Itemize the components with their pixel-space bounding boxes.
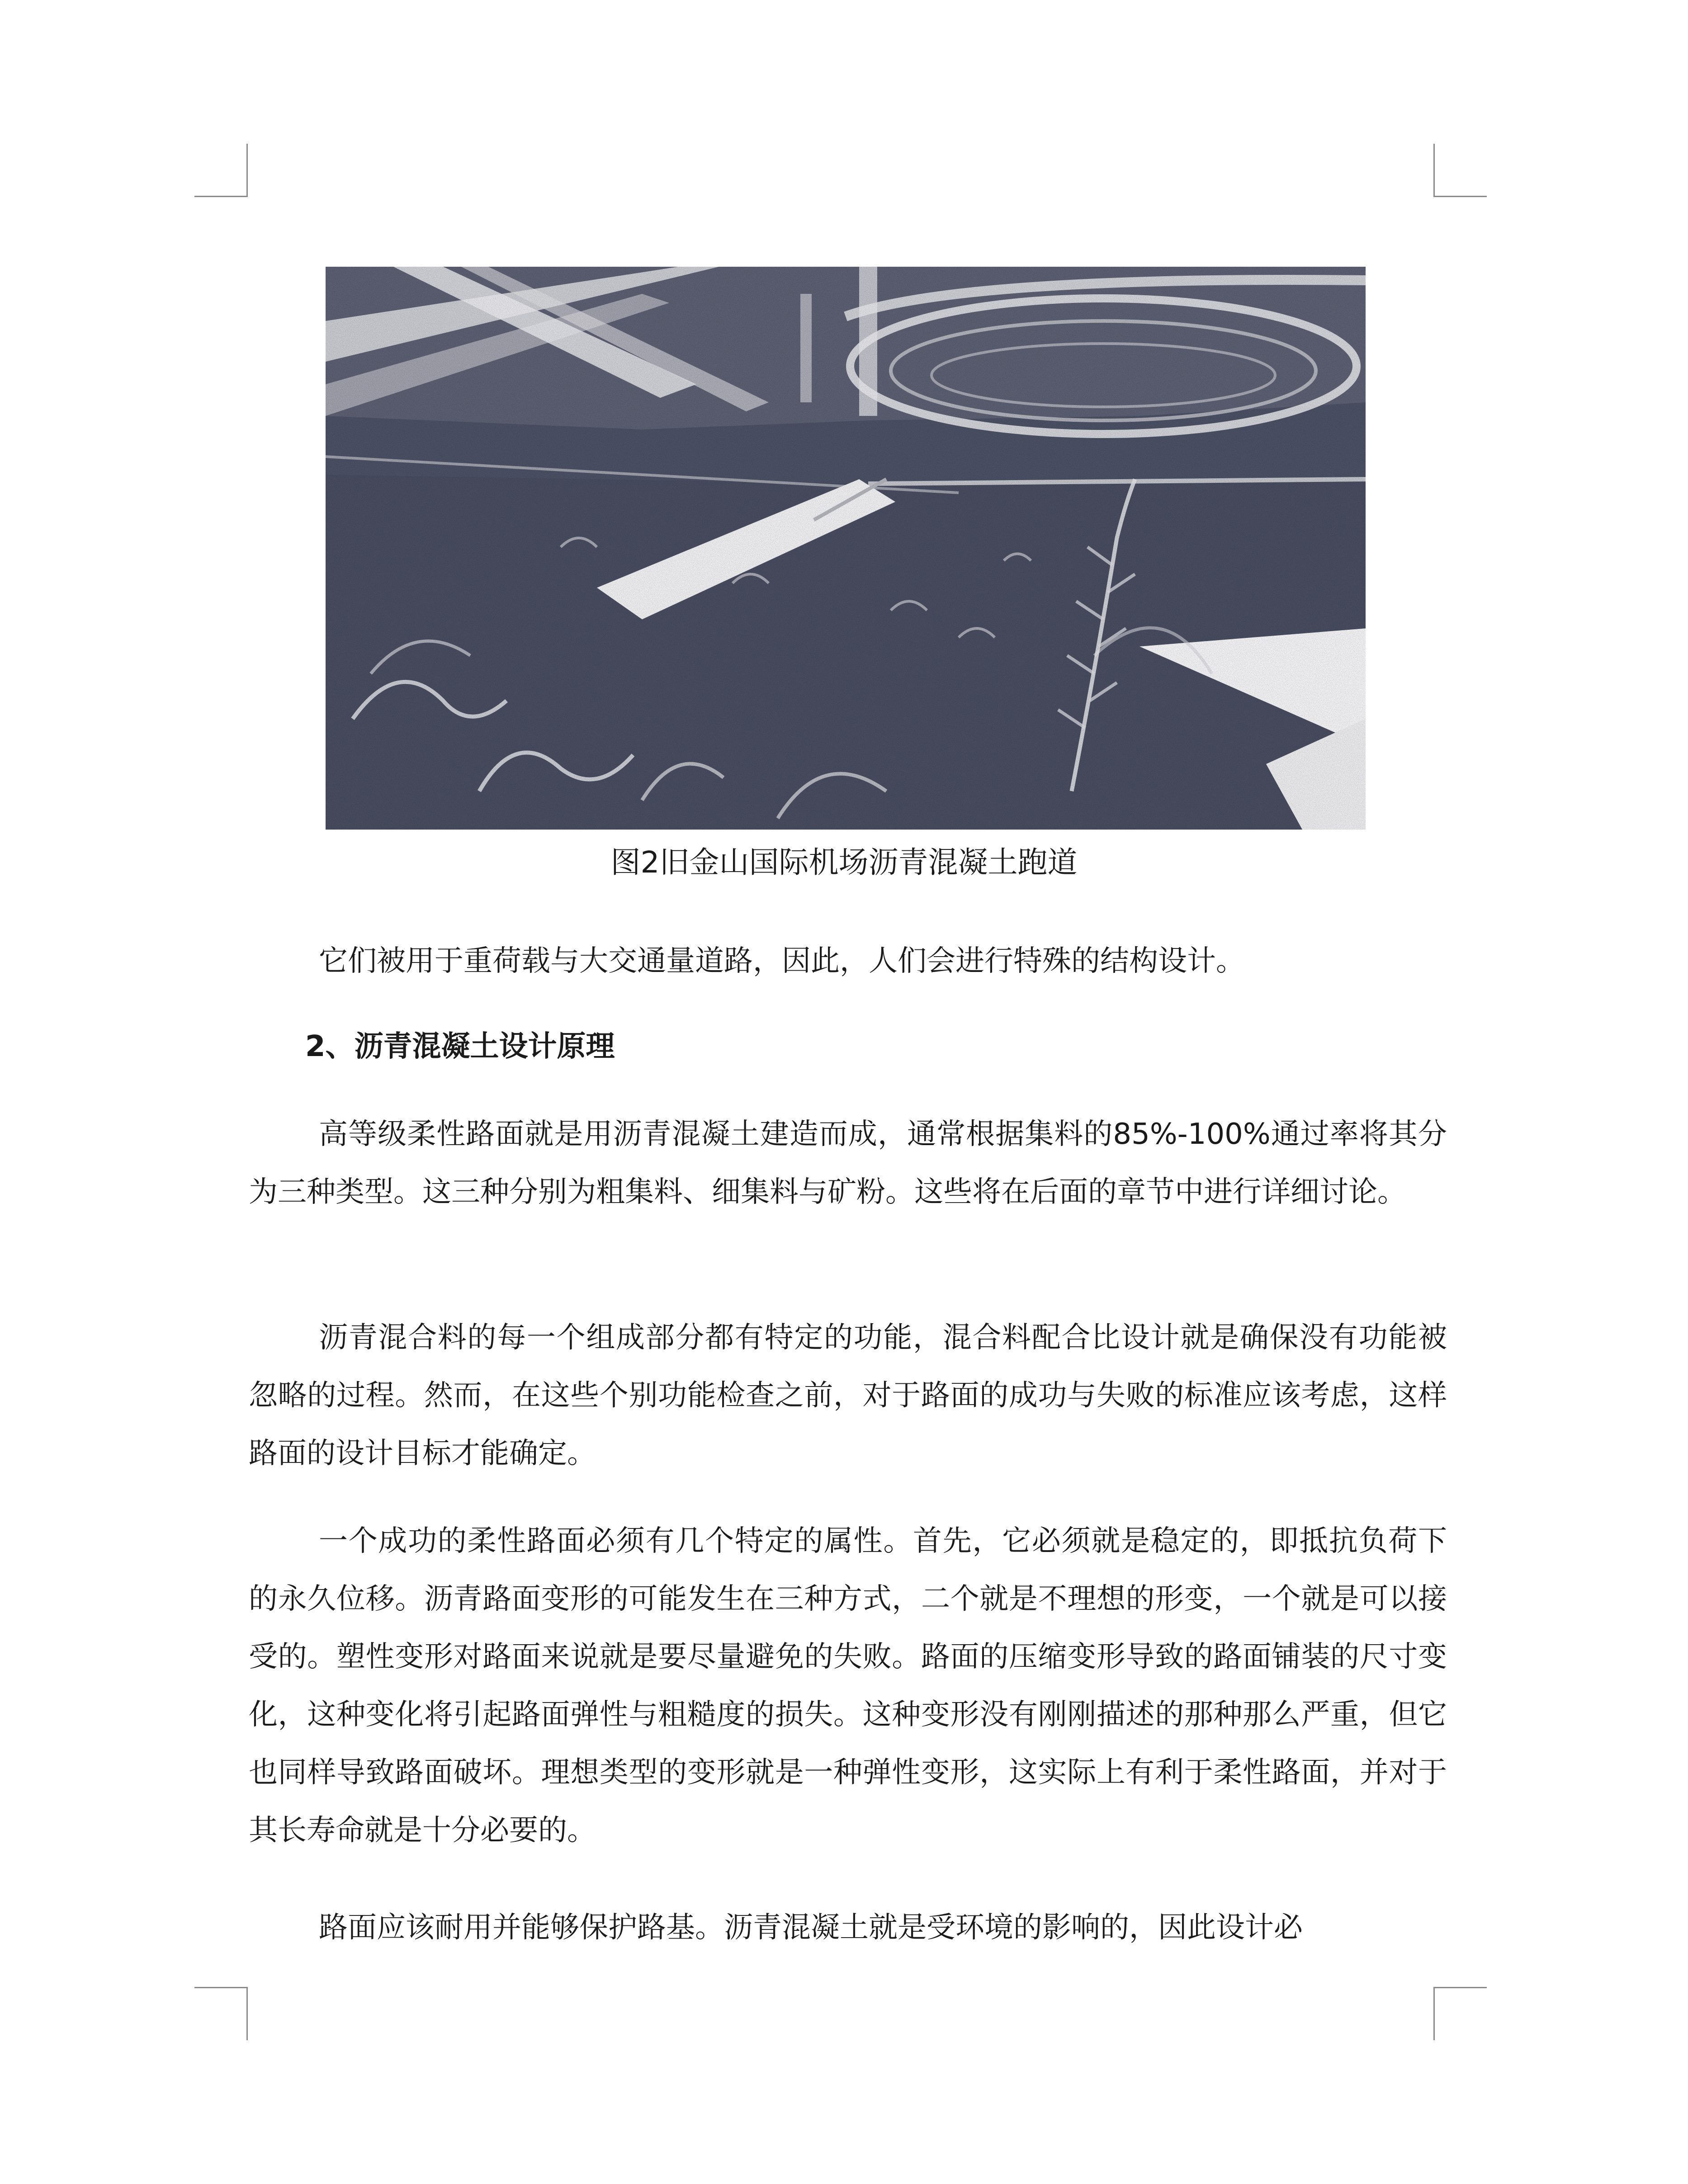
- paragraph-5: 路面应该耐用并能够保护路基。沥青混凝土就是受环境的影响的，因此设计必: [319, 1911, 1303, 1944]
- crop-mark-bottom-right-horizontal: [1433, 1987, 1487, 1988]
- crop-mark-bottom-left-horizontal: [194, 1987, 248, 1988]
- section-heading: 2、沥青混凝土设计原理: [305, 1030, 615, 1063]
- crop-mark-bottom-right-vertical: [1433, 1987, 1435, 2040]
- runway-photo-graphic: [326, 267, 1366, 830]
- crop-mark-top-right-vertical: [1433, 144, 1435, 197]
- crop-mark-top-right-horizontal: [1433, 196, 1487, 197]
- paragraph-4: 一个成功的柔性路面必须有几个特定的属性。首先，它必须就是稳定的，即抵抗负荷下的永久位移。沥青路面变形的可能发生在三种方式，二个就是不理想的形变，一个就是可以接受的。塑性变形对路面来说就是要尽量避免的失败。路面的压缩变形导致的路面铺装的尺寸变化，这种变化将引起路面弹性与粗糙度的损失。这种变形没有刚刚描述的那种那么严重，但它也同样导致路面破坏。理想类型的变形就是一种弹性变形，这实际上有利于柔性路面，并对于其长寿命就是十分必要的。: [249, 1524, 1447, 1847]
- crop-mark-bottom-left-vertical: [246, 1987, 248, 2040]
- paragraph-1: 它们被用于重荷载与大交通量道路，因此，人们会进行特殊的结构设计。: [319, 944, 1245, 978]
- crop-mark-top-left-vertical: [246, 144, 248, 197]
- paragraph-2: 高等级柔性路面就是用沥青混凝土建造而成，通常根据集料的85%-100%通过率将其分为三种类型。这三种分别为粗集料、细集料与矿粉。这些将在后面的章节中进行详细讨论。: [249, 1118, 1447, 1209]
- crop-mark-top-left-horizontal: [194, 196, 248, 197]
- airport-runway-photo: [326, 267, 1366, 830]
- figure-caption: 图2旧金山国际机场沥青混凝土跑道: [610, 845, 1078, 880]
- paragraph-3: 沥青混合料的每一个组成部分都有特定的功能，混合料配合比设计就是确保没有功能被忽略的过程。然而，在这些个别功能检查之前，对于路面的成功与失败的标准应该考虑，这样路面的设计目标才能确定。: [249, 1321, 1447, 1470]
